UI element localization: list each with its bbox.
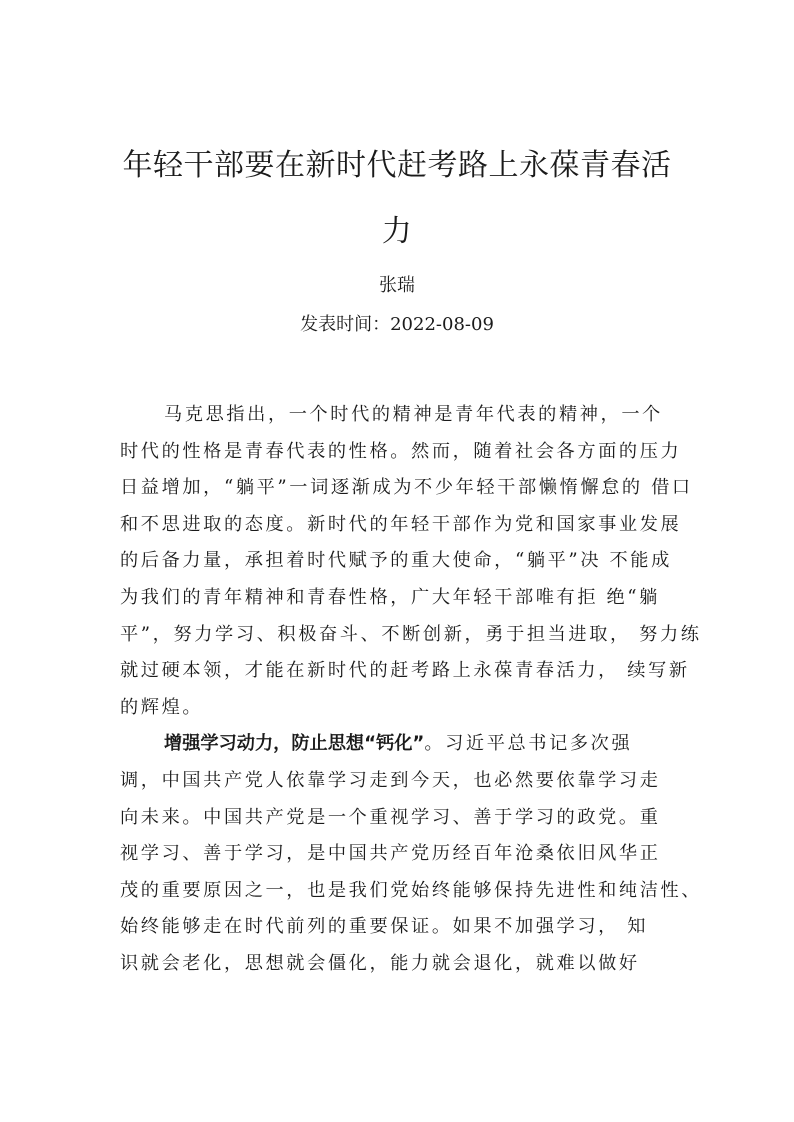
paragraph-line: 的辉煌。 (120, 696, 204, 718)
paragraph-line: 调，中国共产党人依靠学习走到今天，也必然要依靠学习走 (120, 769, 661, 791)
paragraph-line-rest: 。习近平总书记多次强 (424, 733, 633, 755)
paragraph-line: 识就会老化，思想就会僵化，能力就会退化，就难以做好 (120, 952, 640, 974)
paragraph-line: 就过硬本领，才能在新时代的赶考路上永葆青春活力， 续写新 (120, 660, 690, 682)
publish-date: 发表时间：2022-08-09 (300, 314, 494, 335)
paragraph-line: 为我们的青年精神和青春性格，广大年轻干部唯有拒 绝“躺 (120, 586, 660, 608)
article-body (120, 397, 703, 983)
paragraph-line: 始终能够走在时代前列的重要保证。如果不加强学习， 知 (120, 916, 649, 938)
paragraph-line: 茂的重要原因之一，也是我们党始终能够保持先进性和纯洁性、 (120, 879, 703, 901)
paragraph-line: 平”，努力学习、积极奋斗、不断创新，勇于担当进取， 努力练 (120, 623, 702, 645)
author-name: 张瑞 (379, 275, 415, 296)
paragraph-line: 的后备力量，承担着时代赋予的重大使命，“躺平”决 不能成 (120, 550, 672, 572)
document-title-line-2: 力 (381, 214, 413, 249)
paragraph-line: 和不思进取的态度。新时代的年轻干部作为党和国家事业发展 (120, 513, 682, 535)
paragraph-line: 向未来。中国共产党是一个重视学习、善于学习的政党。重 (120, 806, 661, 828)
paragraph-line: 马克思指出，一个时代的精神是青年代表的精神，一个 (164, 404, 663, 425)
paragraph-line: 时代的性格是青春代表的性格。然而，随着社会各方面的压力 (120, 440, 682, 462)
paragraph-line (120, 726, 700, 763)
document-title-line-1: 年轻干部要在新时代赶考路上永葆青春活 (122, 148, 672, 183)
paragraph-1 (120, 397, 700, 726)
paragraph-2 (120, 726, 703, 982)
paragraph-line: 视学习、善于学习，是中国共产党历经百年沧桑依旧风华正 (120, 843, 661, 865)
section-heading: 增强学习动力，防止思想“钙化” (164, 733, 425, 755)
paragraph-line: 日益增加，“躺平”一词逐渐成为不少年轻干部懒惰懈怠的 借口 (120, 477, 693, 499)
